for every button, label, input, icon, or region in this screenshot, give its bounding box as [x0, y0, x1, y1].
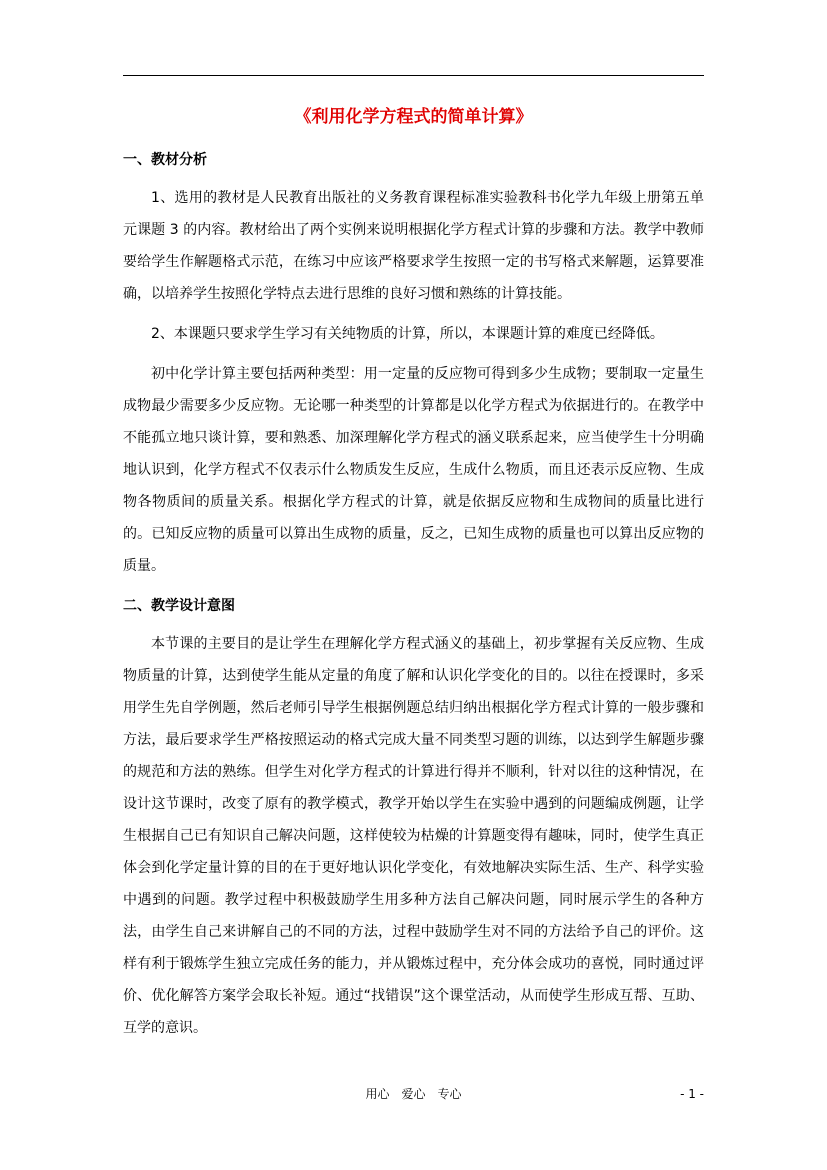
- page-footer: [123, 1084, 704, 1104]
- page-number: - 1 -: [680, 1087, 704, 1101]
- document-body: [123, 150, 704, 1044]
- paragraph-2-1: 本节课的主要目的是让学生在理解化学方程式涵义的基础上，初步掌握有关反应物、生成物质量的计算，达到使学生能从定量的角度了解和认识化学变化的目的。以往在授课时，多采用学生先自学例题，然后老师引导学生根据例题总结归纳出根据化学方程式计算的一般步骤和方法，最后要求学生严格按照运动的格式完成大量不同类型习题的训练，以达到学生解题步骤的规范和方法的熟练。但学生对化学方程式的计算进行得并不顺利，针对以往的这种情况，在设计这节课时，改变了原有的教学模式，教学开始以学生在实验中遇到的问题编成例题，让学生根据自己已有知识自己解决问题，这样使较为枯燥的计算题变得有趣味，同时，使学生真正体会到化学定量计算的目的在于更好地认识化学变化，有效地解决实际生活、生产、科学实验中遇到的问题。教学过程中积极鼓励学生用多种方法自己解决问题，同时展示学生的各种方法，由学生自己来讲解自己的不同的方法，过程中鼓励学生对不同的方法给予自己的评价。这样有利于锻炼学生独立完成任务的能力，并从锻炼过程中，充分体会成功的喜悦，同时通过评价、优化解答方案学会取长补短。通过“找错误”这个课堂活动，从而使学生形成互帮、互助、互学的意识。: [123, 636, 704, 1036]
- paragraph-1-1: 1、选用的教材是人民教育出版社的义务教育课程标准实验教科书化学九年级上册第五单元课题 3 的内容。教材给出了两个实例来说明根据化学方程式计算的步骤和方法。教学中教师要给学生作解题格式示范，在练习中应该严格要求学生按照一定的书写格式来解题，运算要准确，以培养学生按照化学特点去进行思维的良好习惯和熟练的计算技能。: [123, 190, 704, 302]
- document-title: 《利用化学方程式的简单计算》: [294, 107, 533, 127]
- section-heading-1: 一、教材分析: [123, 152, 207, 168]
- paragraph-1-3: 初中化学计算主要包括两种类型：用一定量的反应物可得到多少生成物；要制取一定量生成物最少需要多少反应物。无论哪一种类型的计算都是以化学方程式为依据进行的。在教学中不能孤立地只谈计算，要和熟悉、加深理解化学方程式的涵义联系起来，应当使学生十分明确地认识到，化学方程式不仅表示什么物质发生反应，生成什么物质，而且还表示反应物、生成物各物质间的质量关系。根据化学方程式的计算，就是依据反应物和生成物间的质量比进行的。已知反应物的质量可以算出生成物的质量，反之，已知生成物的质量也可以算出反应物的质量。: [123, 366, 704, 574]
- paragraph-1-2: 2、本课题只要求学生学习有关纯物质的计算，所以，本课题计算的难度已经降低。: [151, 326, 664, 342]
- footer-motto: 用心 爱心 专心: [365, 1087, 462, 1101]
- header-rule: [123, 75, 704, 76]
- section-heading-2: 二、教学设计意图: [123, 598, 235, 614]
